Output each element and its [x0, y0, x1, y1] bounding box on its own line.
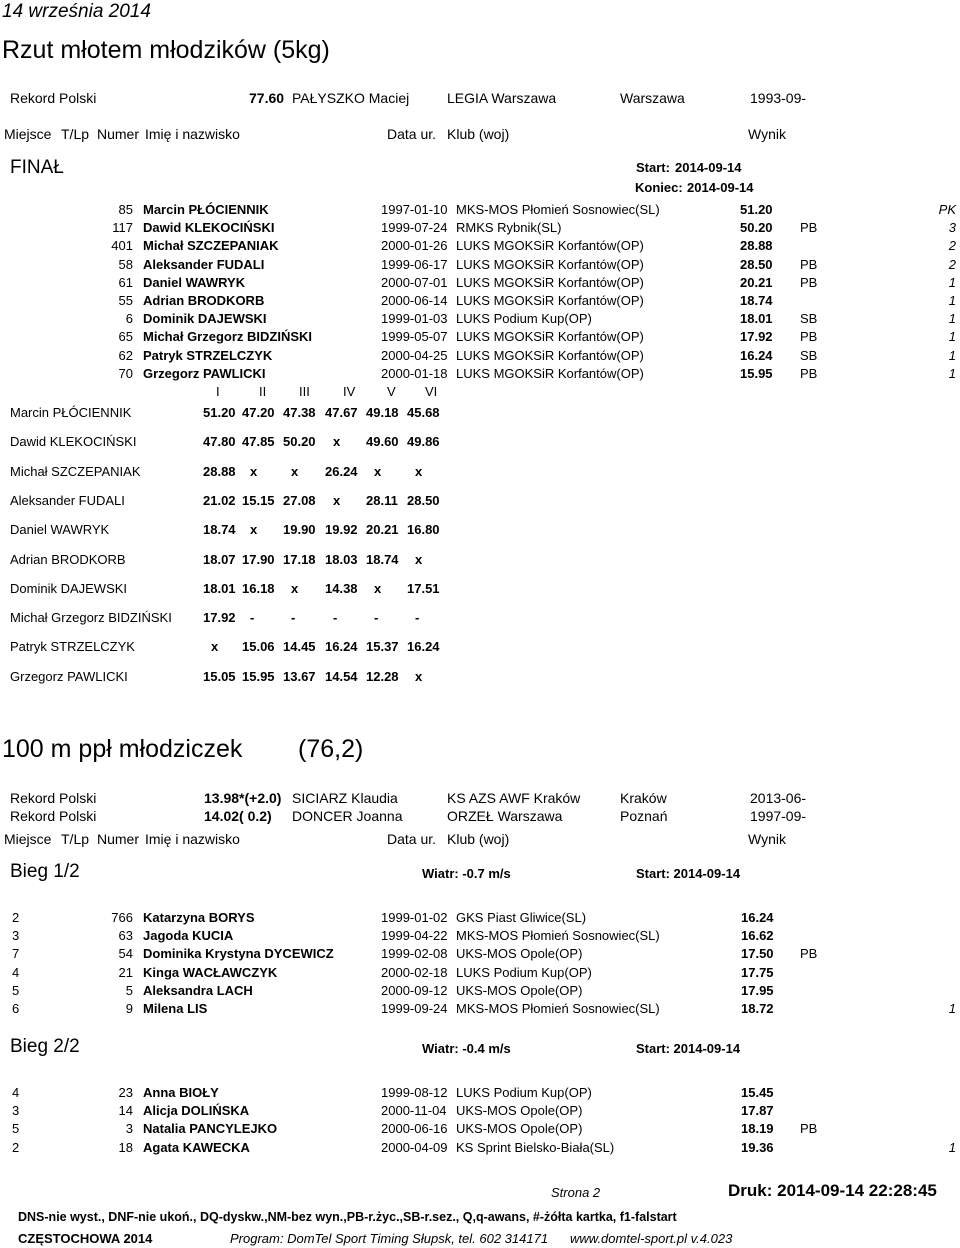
header-tlp: T/Lp: [61, 126, 90, 142]
attempt-value: 28.88: [203, 463, 236, 479]
result-club: LUKS MGOKSiR Korfantów(OP): [456, 256, 644, 272]
result-value: 20.21: [740, 274, 773, 290]
heat-club: UKS-MOS Opole(OP): [456, 982, 583, 998]
result-name: Dawid KLEKOCIŃSKI: [143, 220, 275, 236]
header-result: Wynik: [748, 126, 786, 142]
result-club: MKS-MOS Płomień Sosnowiec(SL): [456, 202, 660, 217]
end-date: 2014-09-14: [687, 180, 754, 195]
attempt-value: x: [415, 463, 423, 479]
attempt-header: VI: [425, 384, 438, 399]
result-note: PB: [800, 220, 818, 236]
result-note: PB: [800, 365, 818, 381]
attempt-value: x: [374, 463, 382, 479]
attempt-value: x: [250, 522, 258, 538]
heat-dob: 2000-04-09: [381, 1139, 448, 1155]
heat-name: Jagoda KUCIA: [143, 928, 234, 944]
result-points: 1: [948, 365, 956, 381]
attempt-value: 47.80: [203, 434, 236, 450]
heat-points: 1: [948, 1139, 956, 1155]
start-label: Start:: [636, 160, 670, 175]
result-value: 18.74: [740, 293, 773, 308]
heat-result: 17.50: [741, 946, 774, 962]
record-club: LEGIA Warszawa: [447, 90, 557, 106]
attempt-value: x: [415, 668, 423, 684]
attempt-athlete: Adrian BRODKORB: [10, 551, 126, 567]
result-club: LUKS MGOKSiR Korfantów(OP): [456, 347, 644, 363]
record-place: Poznań: [620, 807, 668, 824]
heat-number: 54: [118, 946, 133, 962]
attempt-value: 18.74: [366, 551, 399, 567]
result-note: PB: [800, 329, 818, 345]
record-year: 1997-09-: [750, 807, 807, 824]
record-value: 13.98*(+2.0): [204, 790, 282, 806]
header-name: Imię i nazwisko: [145, 126, 240, 142]
result-name: Michał SZCZEPANIAK: [143, 238, 279, 254]
result-points: 1: [948, 347, 956, 363]
heat-name: Anna BIOŁY: [143, 1085, 219, 1100]
attempt-value: 18.03: [325, 551, 358, 567]
heat-place: 2: [12, 1139, 20, 1155]
result-club: LUKS MGOKSiR Korfantów(OP): [456, 365, 644, 381]
attempt-value: 47.67: [325, 405, 358, 420]
result-name: Adrian BRODKORB: [143, 293, 265, 308]
heat-name: Katarzyna BORYS: [143, 910, 255, 925]
attempt-athlete: Daniel WAWRYK: [10, 522, 110, 538]
attempt-value: 19.92: [325, 522, 358, 538]
result-name: Marcin PŁÓCIENNIK: [143, 202, 269, 217]
heat-dob: 2000-11-04: [381, 1103, 447, 1119]
heat-dob: 2000-02-18: [381, 964, 448, 980]
attempt-value: 47.85: [242, 434, 275, 450]
heat-name: Aleksandra LACH: [143, 982, 253, 998]
footer-city: CZĘSTOCHOWA 2014: [18, 1231, 153, 1246]
attempt-value: 17.90: [242, 551, 275, 567]
result-points: 1: [948, 311, 956, 327]
heat-place: 4: [12, 1085, 20, 1100]
attempt-value: 14.45: [283, 639, 316, 655]
attempt-value: 26.24: [325, 463, 358, 479]
record-label: Rekord Polski: [10, 90, 97, 106]
attempt-value: x: [333, 492, 341, 508]
heat-place: 4: [12, 964, 20, 980]
result-name: Michał Grzegorz BIDZIŃSKI: [143, 329, 313, 345]
heat-club: LUKS Podium Kup(OP): [456, 1085, 592, 1100]
result-value: 15.95: [740, 365, 773, 381]
result-value: 17.92: [740, 329, 773, 345]
heat-dob: 1999-08-12: [381, 1085, 448, 1100]
result-name: Grzegorz PAWLICKI: [143, 365, 266, 381]
heat-name: Agata KAWECKA: [143, 1139, 250, 1155]
header-dob: Data ur.: [387, 126, 437, 142]
heat-club: GKS Piast Gliwice(SL): [456, 910, 587, 925]
result-number: 401: [111, 238, 133, 254]
heat-name: Natalia PANCYLEJKO: [143, 1121, 278, 1137]
header-club: Klub (woj): [447, 831, 510, 847]
result-club: RMKS Rybnik(SL): [456, 220, 562, 236]
heat-result: 17.87: [741, 1103, 774, 1119]
attempt-value: 20.21: [366, 522, 399, 538]
result-points: 1: [948, 274, 956, 290]
event2-title: 100 m ppł młodziczek: [2, 735, 243, 763]
attempt-value: 12.28: [366, 668, 399, 684]
attempt-value: 15.06: [242, 639, 275, 655]
attempt-value: 50.20: [283, 434, 316, 450]
heat-result: 17.95: [741, 982, 774, 998]
attempt-header: II: [259, 384, 267, 399]
result-number: 61: [118, 274, 133, 290]
result-number: 117: [112, 220, 133, 236]
attempt-value: 28.50: [407, 492, 440, 508]
heat-club: LUKS Podium Kup(OP): [456, 964, 592, 980]
attempt-athlete: Dawid KLEKOCIŃSKI: [10, 434, 137, 450]
attempt-athlete: Grzegorz PAWLICKI: [10, 668, 128, 684]
result-points: PK: [938, 202, 956, 217]
record-place: Kraków: [620, 790, 667, 806]
heat-result: 15.45: [741, 1085, 774, 1100]
header-number: Numer: [97, 831, 140, 847]
heat-name: Kinga WACŁAWCZYK: [143, 964, 278, 980]
result-dob: 2000-04-25: [381, 347, 448, 363]
result-dob: 1999-06-17: [381, 256, 448, 272]
heat-name: Dominika Krystyna DYCEWICZ: [143, 946, 334, 962]
heat-club: KS Sprint Bielsko-Biała(SL): [456, 1139, 615, 1155]
heat-wind: Wiatr: -0.4 m/s: [422, 1041, 511, 1056]
attempt-value: 49.18: [366, 405, 399, 420]
record-club: KS AZS AWF Kraków: [447, 790, 581, 806]
result-value: 28.50: [740, 256, 773, 272]
heat-club: UKS-MOS Opole(OP): [456, 946, 583, 962]
record-name: SICIARZ Klaudia: [292, 790, 398, 806]
record-value: 14.02( 0.2): [204, 807, 272, 824]
attempt-value: 17.18: [283, 551, 316, 567]
result-value: 28.88: [740, 238, 773, 254]
record-place: Warszawa: [620, 90, 685, 106]
result-dob: 2000-01-18: [381, 365, 448, 381]
heat-wind: Wiatr: -0.7 m/s: [422, 866, 511, 881]
result-number: 65: [118, 329, 133, 345]
attempt-athlete: Marcin PŁÓCIENNIK: [10, 405, 132, 420]
heat-place: 6: [12, 1001, 20, 1016]
attempt-header: III: [299, 384, 310, 399]
attempt-value: 17.92: [203, 610, 236, 626]
attempt-header: IV: [343, 384, 356, 399]
attempt-value: 18.01: [203, 580, 236, 596]
result-club: LUKS MGOKSiR Korfantów(OP): [456, 274, 644, 290]
heat-name: Milena LIS: [143, 1001, 208, 1016]
event-title: Rzut młotem młodzików (5kg): [2, 36, 330, 64]
header-result: Wynik: [748, 831, 786, 847]
heat-points: 1: [948, 1001, 956, 1016]
header-place: Miejsce: [4, 126, 52, 142]
header-dob: Data ur.: [387, 831, 437, 847]
attempt-value: 14.38: [325, 580, 358, 596]
attempt-value: -: [415, 610, 420, 626]
result-points: 2: [948, 256, 956, 272]
attempt-athlete: Patryk STRZELCZYK: [10, 639, 135, 655]
footer-site: www.domtel-sport.pl v.4.023: [570, 1231, 733, 1246]
heat-number: 14: [118, 1103, 133, 1119]
attempt-value: x: [291, 580, 299, 596]
heat-number: 3: [125, 1121, 133, 1137]
attempt-value: 49.86: [407, 434, 440, 450]
attempt-athlete: Michał Grzegorz BIDZIŃSKI: [10, 610, 172, 626]
heat-note: PB: [800, 946, 818, 962]
attempt-value: x: [415, 551, 423, 567]
record-label: Rekord Polski: [10, 807, 97, 824]
heat-place: 5: [12, 1121, 20, 1137]
section-title: FINAŁ: [10, 157, 64, 178]
result-note: SB: [800, 311, 818, 327]
header-number: Numer: [97, 126, 140, 142]
print-timestamp: Druk: 2014-09-14 22:28:45: [728, 1181, 937, 1200]
result-name: Patryk STRZELCZYK: [143, 347, 273, 363]
attempt-value: 15.95: [242, 668, 275, 684]
attempt-header: V: [387, 384, 396, 399]
result-value: 51.20: [740, 202, 773, 217]
attempt-value: 16.80: [407, 522, 440, 538]
heat-club: MKS-MOS Płomień Sosnowiec(SL): [456, 1001, 660, 1016]
attempt-value: -: [374, 610, 379, 626]
attempt-athlete: Aleksander FUDALI: [10, 492, 125, 508]
result-dob: 2000-01-26: [381, 238, 448, 254]
result-number: 62: [118, 347, 133, 363]
attempt-value: 16.24: [407, 639, 440, 655]
heat-number: 5: [125, 982, 133, 998]
heat-note: PB: [800, 1121, 818, 1137]
attempt-athlete: Michał SZCZEPANIAK: [10, 463, 141, 479]
result-note: PB: [800, 256, 818, 272]
result-dob: 1999-01-03: [381, 311, 448, 327]
result-dob: 1999-05-07: [381, 329, 448, 345]
attempt-value: x: [250, 463, 258, 479]
result-club: LUKS Podium Kup(OP): [456, 311, 592, 327]
heat-title: Bieg 2/2: [10, 1036, 80, 1057]
attempt-value: 47.38: [283, 405, 316, 420]
heat-result: 17.75: [741, 964, 774, 980]
attempt-athlete: Dominik DAJEWSKI: [10, 580, 128, 596]
heat-result: 19.36: [741, 1139, 774, 1155]
record-year: 2013-06-: [750, 790, 807, 806]
heat-start: Start: 2014-09-14: [636, 866, 741, 881]
legend: DNS-nie wyst., DNF-nie ukoń., DQ-dyskw.,NM-bez wyn.,PB-r.życ.,SB-r.sez., Q,q-awans, #-żółta kartka, f1-falstart: [18, 1210, 677, 1224]
heat-number: 63: [118, 928, 133, 944]
attempt-value: 28.11: [366, 492, 398, 508]
heat-place: 2: [12, 910, 20, 925]
record-name: PAŁYSZKO Maciej: [292, 90, 410, 106]
result-dob: 1997-01-10: [381, 202, 448, 217]
result-value: 16.24: [740, 347, 773, 363]
heat-name: Alicja DOLIŃSKA: [143, 1103, 250, 1119]
heat-result: 16.62: [741, 928, 774, 944]
heat-club: UKS-MOS Opole(OP): [456, 1103, 583, 1119]
header-name: Imię i nazwisko: [145, 831, 240, 847]
result-note: PB: [800, 274, 818, 290]
result-number: 6: [125, 311, 133, 327]
result-number: 55: [118, 293, 133, 308]
heat-place: 3: [12, 928, 20, 944]
result-dob: 2000-06-14: [381, 293, 448, 308]
attempt-value: x: [333, 434, 341, 450]
attempt-value: x: [374, 580, 382, 596]
result-dob: 2000-07-01: [381, 274, 448, 290]
attempt-value: 21.02: [203, 492, 236, 508]
header-club: Klub (woj): [447, 126, 510, 142]
result-club: LUKS MGOKSiR Korfantów(OP): [456, 329, 644, 345]
attempt-value: -: [250, 610, 255, 626]
heat-title: Bieg 1/2: [10, 861, 80, 882]
heat-dob: 2000-06-16: [381, 1121, 448, 1137]
heat-number: 23: [118, 1085, 133, 1100]
heat-result: 18.72: [741, 1001, 774, 1016]
attempt-value: 27.08: [283, 492, 316, 508]
heat-dob: 2000-09-12: [381, 982, 448, 998]
attempt-value: 18.07: [203, 551, 236, 567]
attempt-value: 49.60: [366, 434, 399, 450]
result-name: Daniel WAWRYK: [143, 274, 246, 290]
attempt-value: 15.05: [203, 668, 236, 684]
header-place: Miejsce: [4, 831, 52, 847]
date-header: 14 września 2014: [2, 1, 151, 22]
attempt-value: 14.54: [325, 668, 358, 684]
record-year: 1993-09-: [750, 90, 807, 106]
result-number: 85: [118, 202, 133, 217]
heat-club: MKS-MOS Płomień Sosnowiec(SL): [456, 928, 660, 944]
heat-club: UKS-MOS Opole(OP): [456, 1121, 583, 1137]
attempt-value: x: [291, 463, 299, 479]
heat-dob: 1999-01-02: [381, 910, 448, 925]
record-club: ORZEŁ Warszawa: [447, 807, 563, 824]
attempt-value: 13.67: [283, 668, 316, 684]
result-points: 3: [948, 220, 956, 236]
result-number: 58: [118, 256, 133, 272]
attempt-value: 16.24: [325, 639, 358, 655]
heat-number: 9: [125, 1001, 133, 1016]
result-note: SB: [800, 347, 818, 363]
page-number: Strona 2: [551, 1185, 601, 1200]
result-points: 1: [948, 293, 956, 308]
record-name: DONCER Joanna: [292, 807, 403, 824]
attempt-value: 18.74: [203, 522, 236, 538]
attempt-value: x: [211, 639, 219, 655]
attempt-value: 16.18: [242, 580, 275, 596]
record-label: Rekord Polski: [10, 790, 97, 806]
attempt-value: 51.20: [203, 405, 236, 420]
heat-number: 21: [118, 964, 133, 980]
heat-number: 766: [111, 910, 133, 925]
header-tlp: T/Lp: [61, 831, 90, 847]
attempt-value: 47.20: [242, 405, 275, 420]
attempt-value: -: [291, 610, 296, 626]
result-points: 2: [948, 238, 956, 254]
heat-place: 3: [12, 1103, 20, 1119]
result-value: 50.20: [740, 220, 773, 236]
heat-result: 18.19: [741, 1121, 774, 1137]
attempt-value: -: [333, 610, 338, 626]
attempt-header: I: [216, 384, 220, 399]
heat-number: 18: [118, 1139, 133, 1155]
heat-dob: 1999-09-24: [381, 1001, 448, 1016]
event2-title-extra: (76,2): [298, 735, 364, 763]
result-dob: 1999-07-24: [381, 220, 448, 236]
heat-place: 5: [12, 982, 20, 998]
attempt-value: 19.90: [283, 522, 316, 538]
result-name: Aleksander FUDALI: [143, 256, 265, 272]
heat-result: 16.24: [741, 910, 774, 925]
start-date: 2014-09-14: [675, 160, 742, 175]
result-name: Dominik DAJEWSKI: [143, 311, 267, 327]
heat-dob: 1999-04-22: [381, 928, 448, 944]
result-club: LUKS MGOKSiR Korfantów(OP): [456, 293, 644, 308]
record-value: 77.60: [249, 90, 285, 106]
heat-place: 7: [12, 946, 20, 962]
heat-dob: 1999-02-08: [381, 946, 448, 962]
attempt-value: 17.51: [407, 580, 440, 596]
result-value: 18.01: [740, 311, 773, 327]
attempt-value: 15.15: [242, 492, 275, 508]
result-number: 70: [118, 365, 133, 381]
end-label: Koniec:: [635, 180, 683, 195]
result-club: LUKS MGOKSiR Korfantów(OP): [456, 238, 644, 254]
footer-program: Program: DomTel Sport Timing Słupsk, tel. 602 314171: [230, 1231, 549, 1246]
result-points: 1: [948, 329, 956, 345]
attempt-value: 45.68: [407, 405, 440, 420]
heat-start: Start: 2014-09-14: [636, 1041, 741, 1056]
attempt-value: 15.37: [366, 639, 399, 655]
